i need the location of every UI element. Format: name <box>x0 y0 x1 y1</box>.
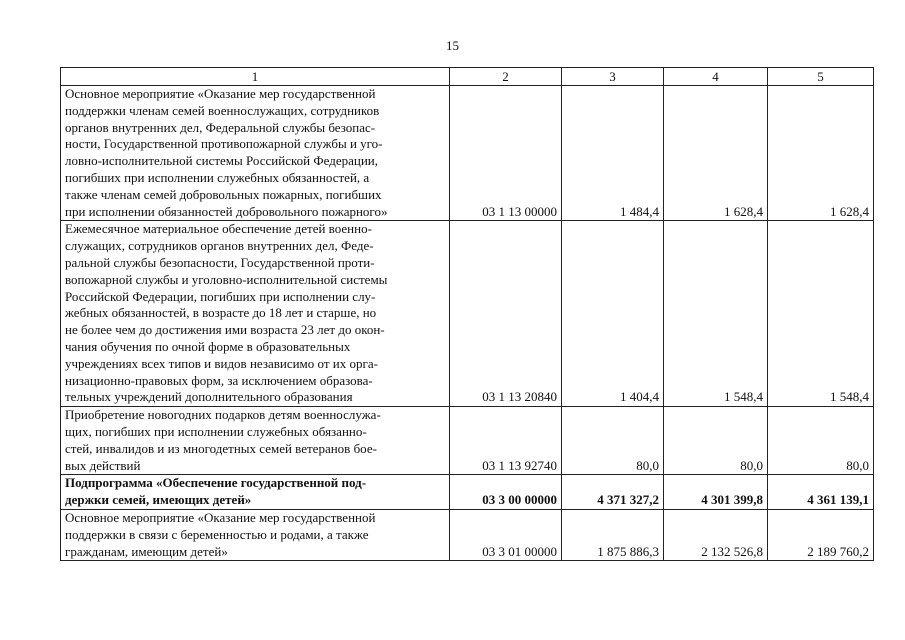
row-value-col5: 1 628,4 <box>768 86 874 221</box>
description-line: вопожарной службы и уголовно-исполнительной системы <box>65 271 388 287</box>
description-line: держки семей, имеющих детей» <box>65 492 252 508</box>
row-code: 03 1 13 00000 <box>450 86 562 221</box>
description-line: при исполнении обязанностей добровольного пожарного» <box>65 203 388 219</box>
row-code: 03 3 00 00000 <box>450 475 562 510</box>
column-header-5: 5 <box>768 68 874 86</box>
row-value-col5: 4 361 139,1 <box>768 475 874 510</box>
description-line: не более чем до достижения ими возраста 23 лет до окон- <box>65 322 385 338</box>
row-value-col5: 1 548,4 <box>768 221 874 407</box>
table-row <box>61 509 874 560</box>
row-value-col3: 1 404,4 <box>562 221 664 407</box>
description-line: щих, погибших при исполнении служебных обязанно- <box>65 423 367 439</box>
table-row <box>61 407 874 475</box>
row-value-col4: 1 548,4 <box>664 221 768 407</box>
row-value-col3: 80,0 <box>562 407 664 475</box>
row-description <box>61 475 450 510</box>
table-row <box>61 221 874 407</box>
description-line: ральной службы безопасности, Государственной проти- <box>65 254 375 270</box>
description-line: ности, Государственной противопожарной службы и уго- <box>65 136 383 152</box>
description-line: служащих, сотрудников органов внутренних дел, Феде- <box>65 238 374 254</box>
description-line: тельных учреждений дополнительного образования <box>65 389 353 405</box>
description-line: Подпрограмма «Обеспечение государственной под- <box>65 475 367 491</box>
header-row <box>61 68 874 86</box>
description-line: чания обучения по очной форме в образовательных <box>65 338 351 354</box>
row-code: 03 3 01 00000 <box>450 509 562 560</box>
description-line: органов внутренних дел, Федеральной службы безопас- <box>65 119 376 135</box>
column-header-1: 1 <box>61 68 450 86</box>
row-value-col5: 80,0 <box>768 407 874 475</box>
table-row <box>61 86 874 221</box>
row-description <box>61 407 450 475</box>
description-line: стей, инвалидов и из многодетных семей ветеранов бое- <box>65 440 377 456</box>
row-description <box>61 86 450 221</box>
row-value-col3: 1 875 886,3 <box>562 509 664 560</box>
description-line: учреждениях всех типов и видов независимо от их орга- <box>65 355 378 371</box>
description-line: поддержки членам семей военнослужащих, сотрудников <box>65 102 380 118</box>
row-description <box>61 221 450 407</box>
budget-table <box>60 67 874 561</box>
row-value-col3: 1 484,4 <box>562 86 664 221</box>
row-description <box>61 509 450 560</box>
description-line: поддержки в связи с беременностью и родами, а также <box>65 526 369 542</box>
row-value-col4: 80,0 <box>664 407 768 475</box>
description-line: Российской Федерации, погибших при исполнении слу- <box>65 288 376 304</box>
description-line: Основное мероприятие «Оказание мер государственной <box>65 86 376 101</box>
description-line: жебных обязанностей, в возрасте до 18 лет и старше, но <box>65 305 377 321</box>
description-line: вых действий <box>65 457 141 473</box>
column-header-4: 4 <box>664 68 768 86</box>
description-line: низационно-правовых форм, за исключением образова- <box>65 372 373 388</box>
table-body <box>61 86 874 561</box>
row-value-col3: 4 371 327,2 <box>562 475 664 510</box>
description-line: также членам семей добровольных пожарных, погибших <box>65 186 382 202</box>
description-line: Основное мероприятие «Оказание мер государственной <box>65 509 376 525</box>
row-code: 03 1 13 20840 <box>450 221 562 407</box>
table-row <box>61 475 874 510</box>
row-value-col4: 2 132 526,8 <box>664 509 768 560</box>
row-value-col4: 4 301 399,8 <box>664 475 768 510</box>
row-value-col5: 2 189 760,2 <box>768 509 874 560</box>
description-line: гражданам, имеющим детей» <box>65 543 228 559</box>
page-number: 15 <box>446 38 459 53</box>
description-line: Приобретение новогодних подарков детям военнослужа- <box>65 407 381 423</box>
description-line: Ежемесячное материальное обеспечение детей военно- <box>65 221 372 237</box>
row-code: 03 1 13 92740 <box>450 407 562 475</box>
description-line: погибших при исполнении служебных обязанностей, а <box>65 169 370 185</box>
column-header-3: 3 <box>562 68 664 86</box>
description-line: ловно-исполнительной системы Российской Федерации, <box>65 153 378 169</box>
column-header-2: 2 <box>450 68 562 86</box>
row-value-col4: 1 628,4 <box>664 86 768 221</box>
